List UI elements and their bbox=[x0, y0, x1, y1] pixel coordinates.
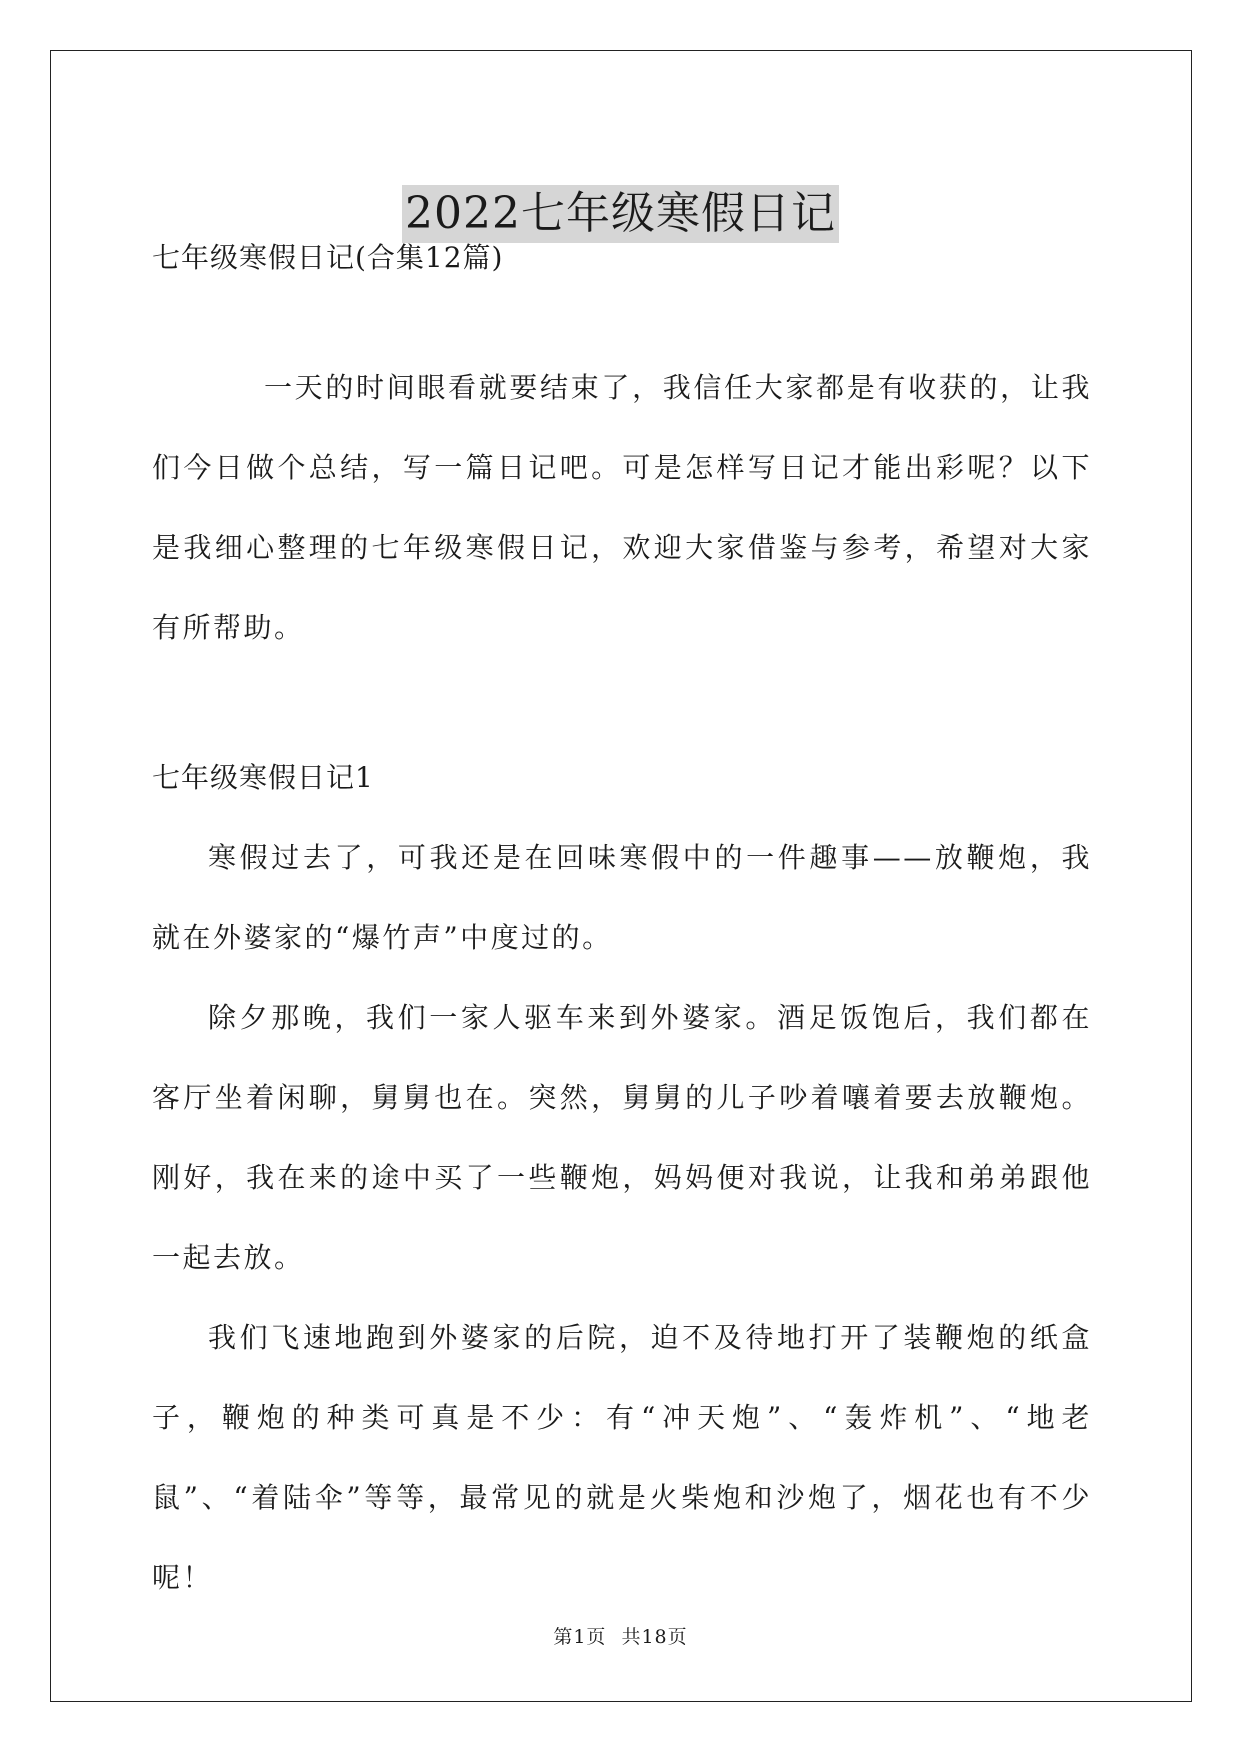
page-number: 第1页 bbox=[553, 1626, 607, 1648]
body-paragraph-1: 寒假过去了，可我还是在回味寒假中的一件趣事——放鞭炮，我就在外婆家的“爆竹声”中度过的。 bbox=[152, 841, 1092, 954]
page-total: 共18页 bbox=[621, 1626, 688, 1648]
intro-paragraph: 一天的时间眼看就要结束了，我信任大家都是有收获的，让我们今日做个总结，写一篇日记吧。可是怎样写日记才能出彩呢？以下是我细心整理的七年级寒假日记，欢迎大家借鉴与参考，希望对大家有所帮助。 bbox=[152, 371, 1092, 644]
section-heading: 七年级寒假日记1 bbox=[152, 761, 374, 794]
document-title: 2022七年级寒假日记 bbox=[402, 185, 839, 243]
document-subtitle: 七年级寒假日记(合集12篇) bbox=[152, 241, 504, 274]
body-paragraph-3: 我们飞速地跑到外婆家的后院，迫不及待地打开了装鞭炮的纸盒子，鞭炮的种类可真是不少：有“冲天炮”、“轰炸机”、“地老鼠”、“着陆伞”等等，最常见的就是火柴炮和沙炮了，烟花也有不少呢！ bbox=[152, 1321, 1092, 1594]
intro-section bbox=[152, 348, 1092, 668]
diary-body bbox=[152, 818, 1092, 1618]
body-paragraph-2: 除夕那晚，我们一家人驱车来到外婆家。酒足饭饱后，我们都在客厅坐着闲聊，舅舅也在。突然，舅舅的儿子吵着嚷着要去放鞭炮。刚好，我在来的途中买了一些鞭炮，妈妈便对我说，让我和弟弟跟他一起去放。 bbox=[152, 1001, 1092, 1274]
page-footer bbox=[0, 1622, 1241, 1649]
